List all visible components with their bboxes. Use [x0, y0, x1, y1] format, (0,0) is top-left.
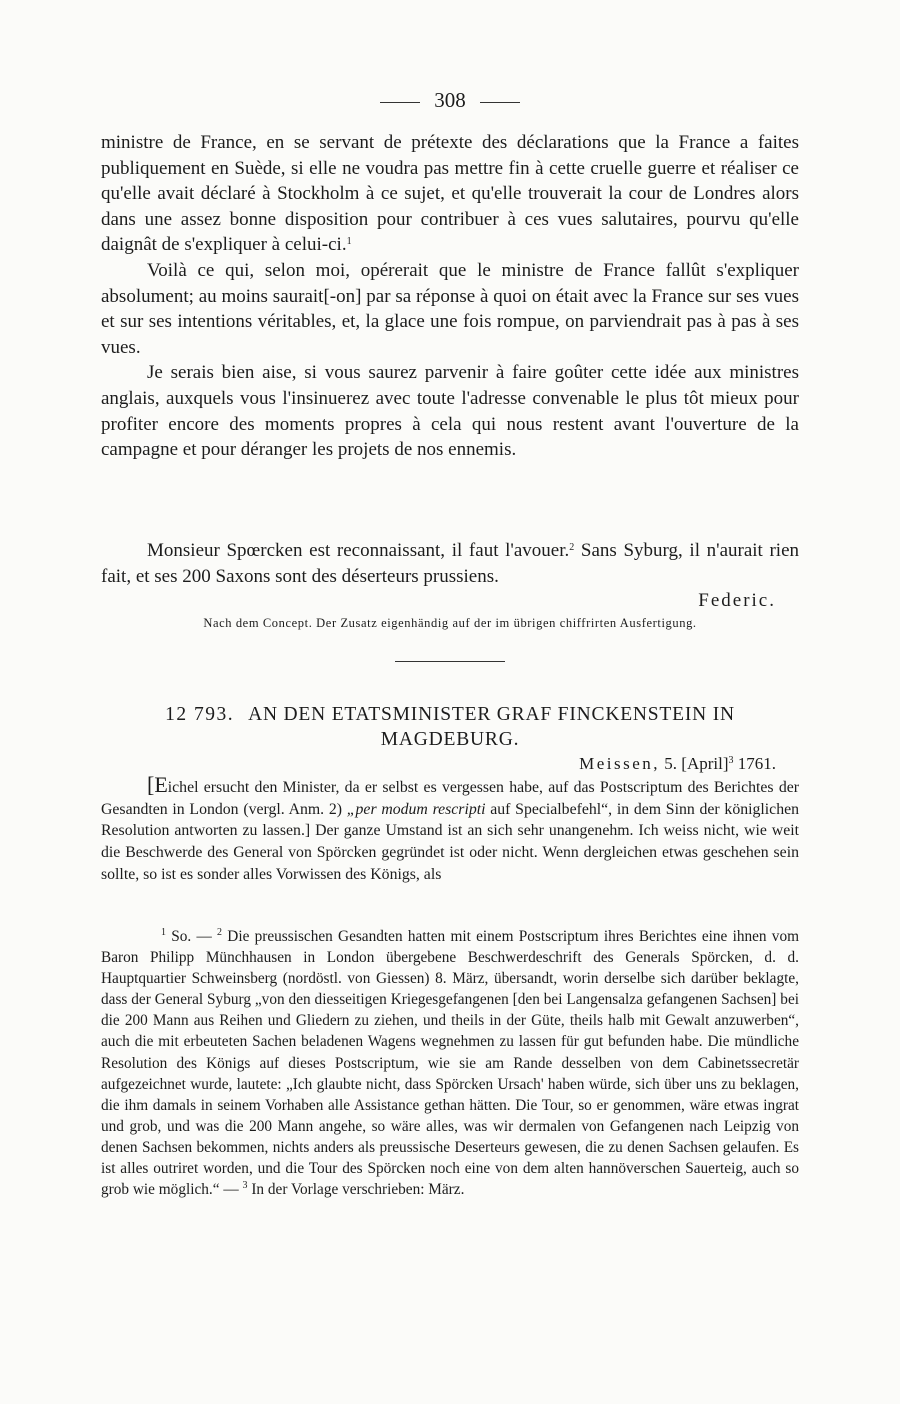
page-number: 308 — [434, 88, 466, 112]
letter-italic: „per modum rescripti — [346, 800, 486, 818]
dateline — [579, 754, 776, 774]
footnote-ref-1: 1 — [346, 236, 352, 248]
postscript-part1: Monsieur Spœrcken est reconnaissant, il faut l'avouer. — [147, 540, 570, 561]
footnote-ref-2: 2 — [569, 542, 575, 553]
header-dash-left — [380, 102, 420, 103]
header-dash-right — [480, 102, 520, 103]
body-paragraph — [101, 130, 799, 258]
footnote-1: So. — — [171, 928, 212, 945]
footnote-block — [101, 926, 799, 1200]
page-header — [0, 86, 900, 114]
letter-paragraph — [101, 774, 799, 886]
source-note: Nach dem Concept. Der Zusatz eigenhändig auf der im übrigen chiffrirten Ausfertigung. — [203, 616, 697, 630]
letter-text-a: ichel ersucht den Minister, da er selbst es vergessen habe, auf das Postscriptum des Berichtes der Gesandten in London (vergl. Anm. 2) — [101, 779, 799, 818]
dateline-year: 1761. — [737, 754, 776, 773]
postscript-part2: Sans Syburg, il n'aurait rien fait, et ses 200 Saxons sont des déserteurs prussiens. — [101, 540, 800, 587]
section-divider — [395, 661, 505, 662]
body-paragraph: Je serais bien aise, si vous saurez parvenir à faire goûter cette idée aux ministres anglais, auxquels vous l'insinuerez avec toute l'adresse convenable le plus tôt mieux pour profiter encore des moments propres à cela qui nous restent avant l'ouverture de la campagne et pour déranger les projets de nos ennemis. — [101, 362, 799, 461]
footnote-mark-3: 3 — [242, 1180, 248, 1192]
document-title: AN DEN ETATSMINISTER GRAF FINCKENSTEIN IN MAGDEBURG. — [248, 704, 735, 750]
dateline-place: Meissen, — [579, 754, 661, 773]
dateline-date: 5. [April] — [664, 754, 729, 773]
footnote-2: Die preussischen Gesandten hatten mit einem Postscriptum ihres Berichtes eine ihnen vom Baron Philipp Münchhausen in London übergebene Beschwerdeschrift des Generals Spörcken, d. d. Hauptquartier Schweinsberg (nordöstl. von Giessen) 8. März, übersandt, worin derselbe sich darüber beklagte, dass der General Syburg „von den diesseitigen Kriegesgefangenen [den bei Langensalza gefangenen Sachsen] bei die 200 Mann aus Reihen und Gliedern zu ziehen, und theils in der Güte, theils halb mit Gewalt anzuwerben“, auch die mit erbeuteten Sachen beladenen Wagens wegnehmen zu lassen für gut befunden habe. Die mündliche Resolution des Königs auf dieses Postscriptum, wie sie am Rande desselben von dem Cabinetssecretär aufgezeichnet wurde, lautete: „Ich glaubte nicht, dass Spörcken Ursach' haben würde, sich über uns zu beklagen, die ihm damals in seinem Vorhaben alle Assistance gethan hätten. Die Tour, so er genommen, wäre etwas ingrat und grob, und was die 200 Mann angehe, so wäre alles, was wir dermalen von Gefangenen nach Leipzig von denen Sachsen bekommen, nichts anders als preussische Deserteurs gewesen, die zu denen Sachsen gelaufen. Es ist alles outriret worden, und die Tour des Spörcken noch eine von dem alten hannöverschen Sauerteig, auch so grob wie möglich.“ — — [101, 928, 799, 1199]
footnotes — [101, 926, 799, 1200]
body-paragraph: Voilà ce qui, selon moi, opérerait que le ministre de France fallût s'expliquer absolument; au moins saurait[-on] par sa réponse à quoi on était avec la France sur ses vues et sur ses intentions véritables, et, la glace une fois rompue, on parviendrait pas à pas à ses vues. — [101, 259, 799, 358]
letter-text-b: auf Specialbefehl“, in dem Sinn der königlichen Resolution antworten zu lassen.] Der ganze Umstand ist an sich sehr unangenehm. Ich weiss nicht, wie weit die Beschwerde des General von Spörcken gegründet ist oder nicht. Wenn dergleichen etwas geschehen sein sollte, so ist es sonder alles Vorwissen des Königs, als — [101, 800, 799, 883]
document-number: 12 793. — [165, 704, 235, 725]
document-heading — [101, 702, 799, 752]
letter-initial: [E — [147, 772, 168, 797]
body-paragraph-text: ministre de France, en se servant de prétexte des déclarations que la France a faites publiquement en Suède, si elle ne voudra pas mettre fin à cette cruelle guerre et réaliser ce qu'elle avait déclaré à Stockholm à ce sujet, et qu'elle trouverait la cour de Londres alors dans une assez bonne disposition pour contribuer à ces vues salutaires, pourvu qu'elle daignât de s'expliquer à celui-ci. — [101, 132, 799, 256]
footnote-3: In der Vorlage verschrieben: März. — [251, 1181, 465, 1199]
footnote-ref-3: 3 — [728, 755, 734, 766]
postscript-paragraph — [101, 538, 799, 589]
footnote-mark-1: 1 — [161, 927, 166, 938]
footnote-mark-2: 2 — [217, 927, 223, 938]
signature: Federic. — [698, 590, 776, 611]
postscript — [101, 538, 799, 589]
letter-text — [101, 774, 799, 886]
body-text — [101, 130, 799, 463]
